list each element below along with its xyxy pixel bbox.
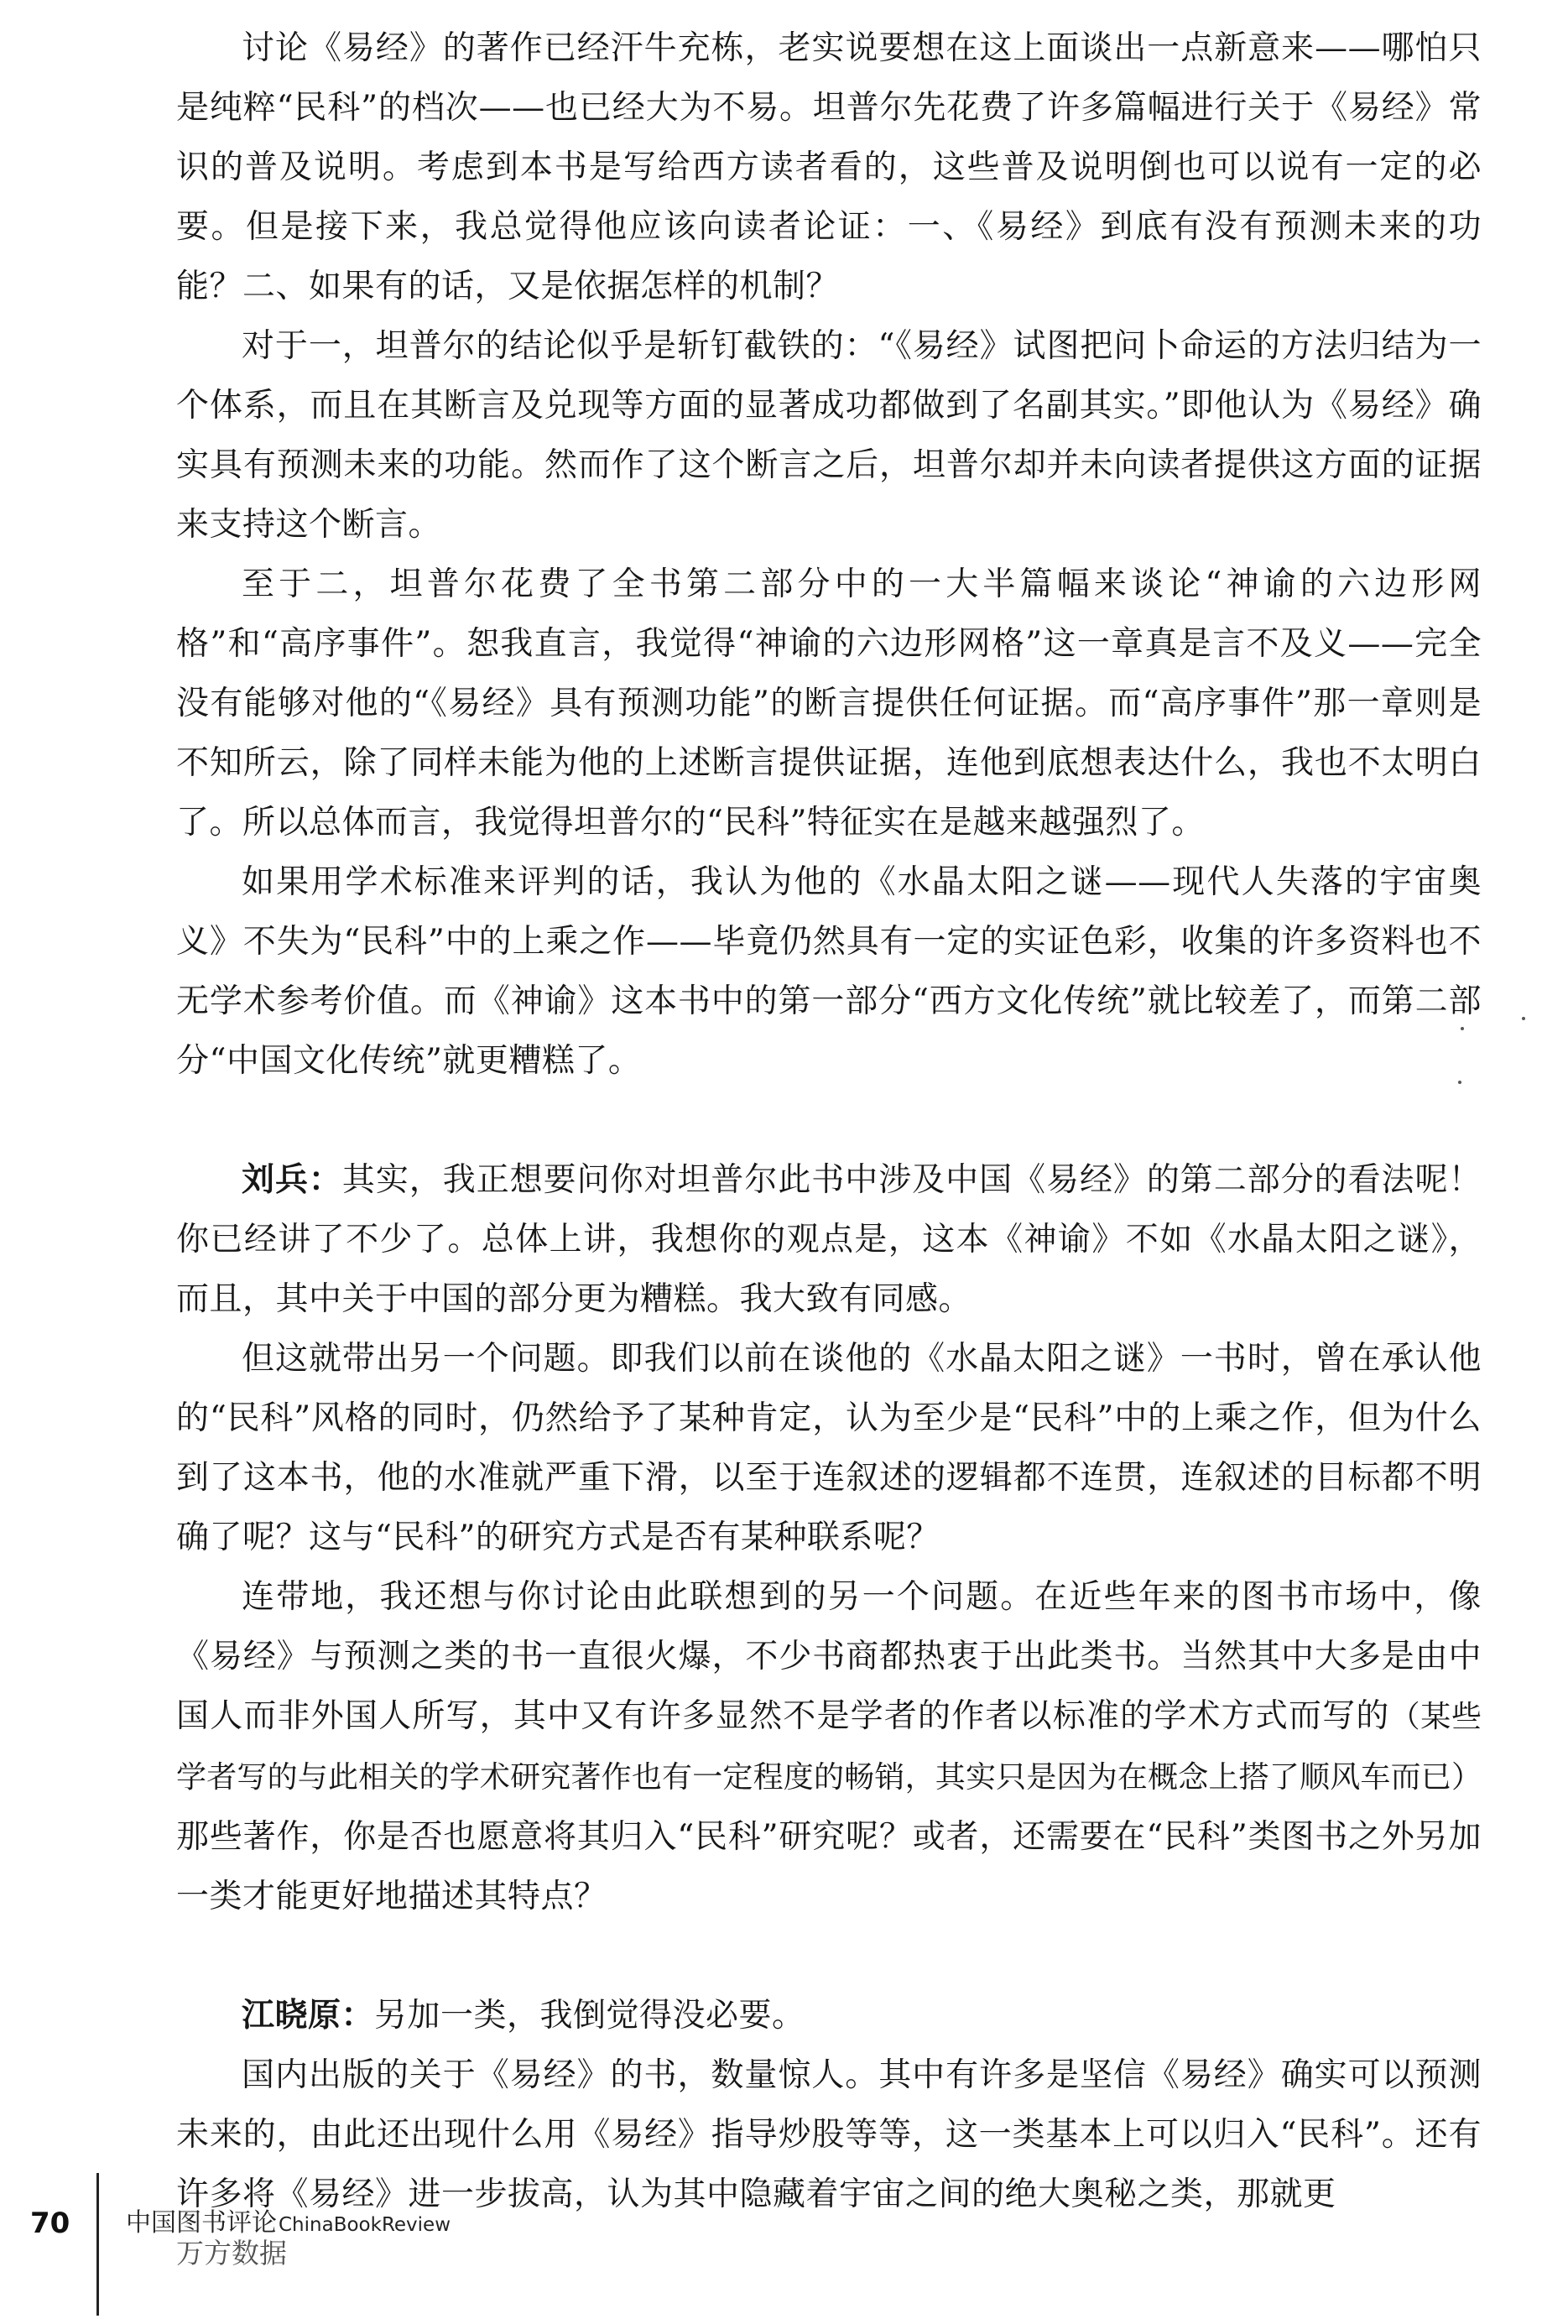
- speaker-name: 江晓原：: [242, 1997, 375, 2035]
- paragraph: 但这就带出另一个问题。即我们以前在谈他的《水晶太阳之谜》一书时，曾在承认他的“民科”风格的同时，仍然给予了某种肯定，认为至少是“民科”中的上乘之作，但为什么到了这本书，他的水准就严重下滑，以至于连叙述的逻辑都不连贯，连叙述的目标都不明确了呢？这与“民科”的研究方式是否有某种联系呢？: [176, 1340, 1482, 1556]
- article-body: [176, 18, 1482, 2224]
- journal-title-cn: 中国图书评论: [126, 2208, 277, 2238]
- scan-speck: [1522, 1017, 1525, 1020]
- paragraph: 如果用学术标准来评判的话，我认为他的《水晶太阳之谜——现代人失落的宇宙奥义》不失为“民科”中的上乘之作——毕竟仍然具有一定的实证色彩，收集的许多资料也不无学术参考价值。而《神谕》这本书中的第一部分“西方文化传统”就比较差了，而第二部分“中国文化传统”就更糟糕了。: [176, 863, 1482, 1080]
- dialogue-paragraph-liu-bing: [176, 1150, 1482, 1329]
- paragraph: [176, 1567, 1482, 1926]
- paragraph: 讨论《易经》的著作已经汗牛充栋，老实说要想在这上面谈出一点新意来——哪怕只是纯粹“民科”的档次——也已经大为不易。坦普尔先花费了许多篇幅进行关于《易经》常识的普及说明。考虑到本书是写给西方读者看的，这些普及说明倒也可以说有一定的必要。但是接下来，我总觉得他应该向读者论证：一、《易经》到底有没有预测未来的功能？二、如果有的话，又是依据怎样的机制？: [176, 29, 1482, 305]
- paragraph-text: 连带地，我还想与你讨论由此联想到的另一个问题。在近些年来的图书市场中，像《易经》与预测之类的书一直很火爆，不少书商都热衷于出此类书。当然其中大多是由中国人而非外国人所写，其中又有许多显然不是学者的作者以标准的学术方式而写的: [176, 1578, 1482, 1735]
- section-gap: [176, 1091, 1482, 1150]
- dialogue-text: 其实，我正想要问你对坦普尔此书中涉及中国《易经》的第二部分的看法呢！你已经讲了不少了。总体上讲，我想你的观点是，这本《神谕》不如《水晶太阳之谜》，而且，其中关于中国的部分更为糟糕。我大致有同感。: [176, 1161, 1482, 1318]
- dialogue-text: 另加一类，我倒觉得没必要。: [374, 1997, 805, 2035]
- paragraph-text-tail: 那些著作，你是否也愿意将其归入“民科”研究呢？或者，还需要在“民科”类图书之外另加一类才能更好地描述其特点？: [176, 1818, 1482, 1915]
- scan-speck: [1458, 1081, 1461, 1084]
- paragraph: 对于一，坦普尔的结论似乎是斩钉截铁的：“《易经》试图把问卜命运的方法归结为一个体系，而且在其断言及兑现等方面的显著成功都做到了名副其实。”即他认为《易经》确实具有预测未来的功能。然而作了这个断言之后，坦普尔却并未向读者提供这方面的证据来支持这个断言。: [176, 327, 1482, 544]
- journal-title: [126, 2202, 451, 2238]
- dialogue-paragraph-jiang-xiaoyuan: [176, 1986, 1482, 2045]
- footer-divider: [96, 2173, 99, 2316]
- watermark: 万方数据: [176, 2237, 287, 2269]
- journal-title-en: ChinaBookReview: [279, 2214, 451, 2236]
- paragraph: 至于二，坦普尔花费了全书第二部分中的一大半篇幅来谈论“神谕的六边形网格”和“高序事件”。恕我直言，我觉得“神谕的六边形网格”这一章真是言不及义——完全没有能够对他的“《易经》具有预测功能”的断言提供任何证据。而“高序事件”那一章则是不知所云，除了同样未能为他的上述断言提供证据，连他到底想表达什么，我也不太明白了。所以总体而言，我觉得坦普尔的“民科”特征实在是越来越强烈了。: [176, 565, 1482, 842]
- scan-speck: [1461, 1027, 1464, 1030]
- page-footer: [0, 2173, 1568, 2324]
- paragraph: 国内出版的关于《易经》的书，数量惊人。其中有许多是坚信《易经》确实可以预测未来的，由此还出现什么用《易经》指导炒股等等，这一类基本上可以归入“民科”。还有许多将《易经》进一步拔高，认为其中隐藏着宇宙之间的绝大奥秘之类，那就更: [176, 2056, 1482, 2213]
- section-gap: [176, 1926, 1482, 1986]
- parenthetical-note: （某些学者写的与此相关的学术研究著作也有一定程度的畅销，其实只是因为在概念上搭了顺风车而已）: [176, 1700, 1482, 1795]
- speaker-name: 刘兵：: [242, 1161, 342, 1199]
- page-number: 70: [30, 2207, 70, 2240]
